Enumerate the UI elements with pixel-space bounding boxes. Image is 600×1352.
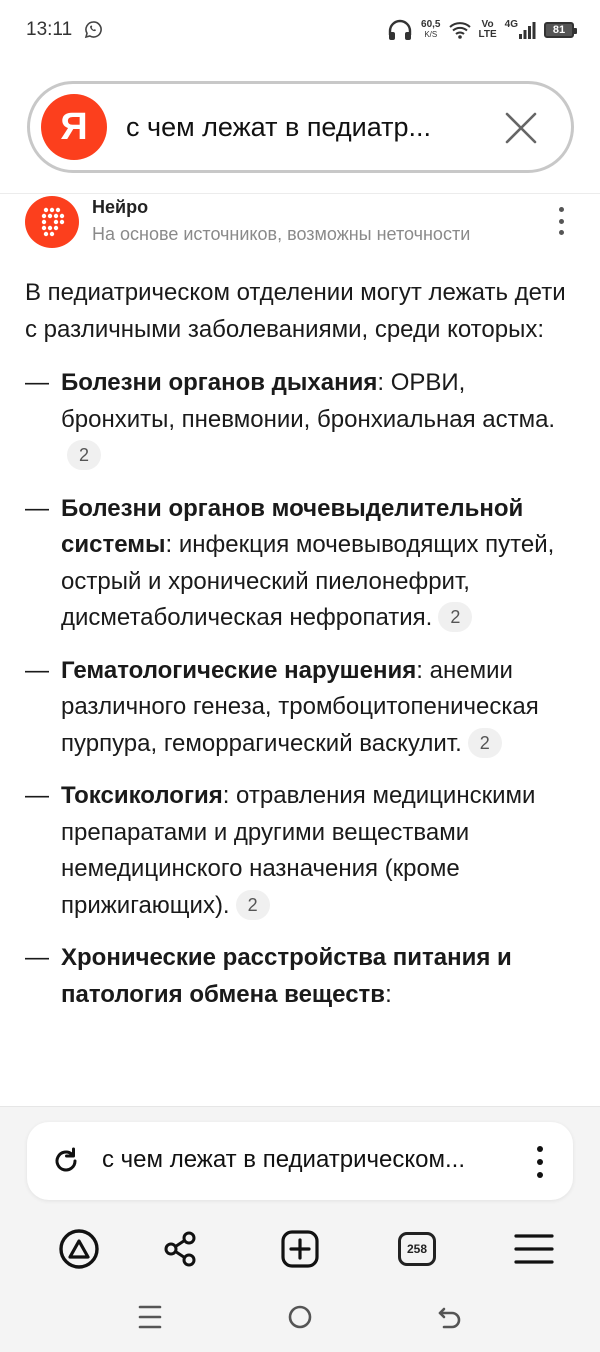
wifi-icon: [449, 21, 471, 39]
tabs-icon: [398, 1232, 436, 1266]
recent-apps-button[interactable]: [130, 1297, 170, 1337]
refresh-icon[interactable]: [51, 1146, 81, 1176]
source-badge[interactable]: 2: [468, 728, 502, 758]
search-bar[interactable]: [27, 81, 574, 173]
status-time: 13:11: [26, 19, 73, 40]
volte-indicator: [479, 20, 497, 40]
yandex-logo[interactable]: [41, 94, 107, 160]
list-dash: —: [25, 494, 49, 522]
answer-content: [25, 275, 580, 1029]
item-heading: Болезни органов дыхания: [61, 369, 378, 396]
new-tab-button[interactable]: [275, 1224, 325, 1274]
neuro-logo: [25, 196, 79, 248]
battery-level: 81: [552, 24, 566, 36]
item-heading: Хронические расстройства питания и патология обмена веществ: [61, 944, 512, 1008]
network-speed: [421, 20, 440, 40]
signal-icon: [518, 21, 536, 39]
bottom-panel: [0, 1106, 600, 1352]
tabs-button[interactable]: [392, 1224, 442, 1274]
new-tab-icon: [280, 1229, 320, 1269]
list-item: [25, 365, 580, 475]
alice-button[interactable]: [54, 1224, 104, 1274]
system-nav-bar: [0, 1297, 600, 1347]
headphones-icon: [387, 19, 413, 41]
menu-button[interactable]: [509, 1224, 559, 1274]
share-button[interactable]: [156, 1224, 206, 1274]
query-card[interactable]: [27, 1122, 573, 1200]
divider: [0, 193, 600, 194]
query-card-text[interactable]: с чем лежат в педиатрическом...: [102, 1146, 465, 1173]
item-text: : анемии различного генеза, тромбоцитопеническая пурпура, геморрагический васкулит.: [61, 656, 539, 757]
item-text: : ОРВИ, бронхиты, пневмонии, бронхиальная астма.: [61, 369, 556, 433]
more-vertical-icon[interactable]: [535, 1146, 545, 1178]
speed-unit: K/S: [424, 30, 438, 39]
back-icon: [437, 1304, 463, 1330]
item-heading: Гематологические нарушения: [61, 656, 417, 684]
home-button[interactable]: [280, 1297, 320, 1337]
back-button[interactable]: [430, 1297, 470, 1337]
speed-value: 60,5: [421, 19, 441, 30]
battery-icon: [544, 22, 574, 38]
more-vertical-icon[interactable]: [553, 207, 569, 235]
browser-toolbar: [0, 1224, 600, 1274]
list-dash: —: [25, 782, 49, 809]
close-icon[interactable]: [503, 110, 539, 146]
search-input[interactable]: с чем лежат в педиатр...: [126, 112, 432, 142]
neuro-title: Нейро: [92, 197, 149, 217]
item-heading: Болезни органов мочевыделительной системы: [61, 494, 524, 558]
network-type: 4G: [504, 18, 518, 30]
whatsapp-icon: [84, 20, 103, 39]
volte-top: Vo: [481, 19, 494, 30]
recent-apps-icon: [138, 1304, 162, 1330]
share-icon: [161, 1229, 201, 1269]
source-badge[interactable]: 2: [236, 890, 270, 920]
home-icon: [287, 1304, 313, 1330]
item-text: :: [385, 980, 392, 1008]
neuro-subtitle: На основе источников, возможны неточности: [92, 224, 471, 244]
answer-intro: В педиатрическом отделении могут лежать дети с различными заболеваниями, среди которых:: [25, 279, 566, 343]
list-dash: —: [25, 656, 49, 684]
item-text: : отравления медицинскими препаратами и другими веществами немедицинского назначения (кроме прижигающих).: [61, 782, 536, 919]
source-badge[interactable]: 2: [67, 440, 101, 470]
list-item: [25, 778, 580, 924]
tabs-count: 258: [406, 1242, 428, 1256]
list-item: [25, 940, 580, 1013]
volte-bottom: LTE: [478, 29, 497, 40]
source-badge[interactable]: 2: [438, 602, 472, 632]
item-text: : инфекция мочевыводящих путей, острый и хронический пиелонефрит, дисметаболическая нефропатия.: [61, 531, 555, 631]
list-dash: —: [25, 369, 49, 396]
menu-icon: [514, 1232, 554, 1266]
alice-icon: [58, 1228, 100, 1270]
status-bar: [0, 0, 600, 60]
list-item: [25, 491, 580, 637]
list-dash: —: [25, 944, 49, 971]
status-indicators: [387, 16, 574, 44]
neuro-logo-icon: [25, 196, 79, 248]
item-heading: Токсикология: [61, 782, 223, 809]
yandex-logo-letter: Я: [60, 105, 88, 148]
list-item: [25, 653, 580, 763]
